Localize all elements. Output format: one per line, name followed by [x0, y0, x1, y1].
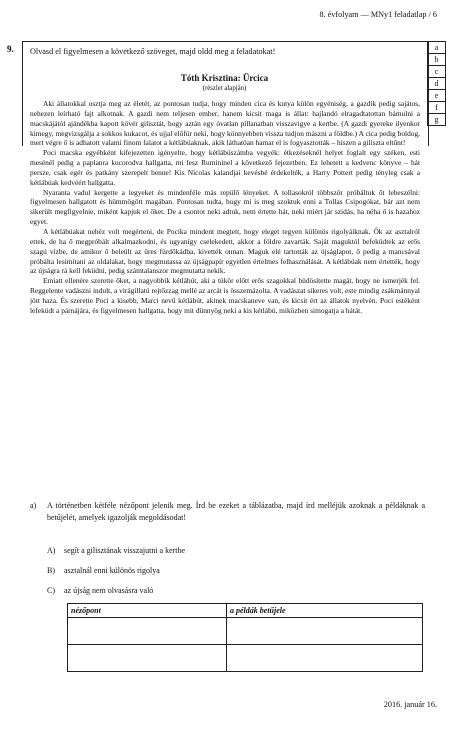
paragraph: Emiatt ellenére szerette őket, a nagyobbik kétlábút, aki a tükör előtt erős szagokkal büdösítette magát, hogy ne ismerjék fel. Reggelente vadászni indult, a virágillatú rejtőzzag mellé az arcát is összemázolta. A vadászat sikeres volt, este mindig zsákmánnyal jött haza. És szerette Poci a kisebb, Marci nevű kétlábút, akinek macskaneve van, és kicsit ért az állatok nyelvén. Poci estéként lefeküdt a párnájára, és figyelmesen hallgatta, hogy mit dünnyög neki a kis kétlábú, miközben simogatja a hátát.: [30, 276, 420, 315]
score-cell: d: [428, 78, 446, 90]
paragraph: Poci macska egyébként kifejezetten igényelte, hogy kétlábúszámba vegyék: étkezéseknél helyet foglalt egy széken, esti mesénél pedig a paplanra kucorodva hallgatta, mi lesz Rumininel a következő fejezetben. Ez lehetett a kedvenc könyve – hát persze, csak egér és patkány szerepelt benne! Kis Nicolas kalandjai kevésbé érdekelték, a Harry Pottert pedig tényleg csak a kétlábúak kedvéért hallgatta.: [30, 148, 420, 187]
score-cell: e: [428, 90, 446, 102]
option-a: [47, 546, 185, 555]
passage-subtitle: (részlet alapján): [202, 85, 247, 92]
task-a-text: A történetben kétféle nézőpont jelenik meg. Írd be ezeket a táblázatba, majd írd melléjük azoknak a példáknak a betűjelét, amelyek igazolják megoldásodat!: [47, 501, 425, 522]
option-text: asztalnál enni különös rigolya: [64, 566, 160, 575]
score-cell: c: [428, 66, 446, 78]
option-text: segít a gilisztának visszajutni a kertbe: [64, 546, 186, 555]
answer-cell-viewpoint-1[interactable]: [68, 618, 227, 645]
option-letter: B): [47, 566, 55, 575]
passage-title: Tóth Krisztina: Ürcica: [180, 73, 269, 83]
page-header: 8. évfolyam — MNy1 feladatlap / 6: [319, 10, 437, 19]
option-letter: C): [47, 586, 55, 595]
passage-body: [30, 99, 420, 316]
answer-cell-examples-2[interactable]: [227, 645, 423, 672]
page-footer-date: 2016. január 16.: [383, 700, 437, 709]
task-a: [30, 500, 425, 524]
score-cell: a: [428, 42, 446, 54]
instruction: Olvasd el figyelmesen a következő szöveget, majd oldd meg a feladatokat!: [30, 47, 276, 56]
paragraph: A kétlábúakat nehéz volt megérteni, de Pocika mindent megtett, hogy eleget tegyen különös rigolyáiknak. Ők az asztalról ettek, de ha ő megpróbált alkalmazkodni, és ugyanígy cselekedett, akkor a földre zavarták. Saját maguktól befeküdtek az erős szagú vízbe, de amikor ő beleült az üres fürdőkádba, kivették onnan. Maguk elé tartották az újságlapot, ő pedig a mancsával próbálta lesimítani az oldalakat, hogy megmutassa az újságpapír egyetlen értelmes felhasználását. A kétlábúak nem értették, hogy az újságra rá kell feküdni, pedig számtalanszor megmutatta nekik.: [30, 226, 420, 276]
paragraph: Aki állatokkal osztja meg az életét, az pontosan tudja, hogy minden cica és kutya külön egyéniség, a gazdik pedig sajátos, nehezen leírható fajt alkotnak. A gazdi nem teljesen ember, hanem kicsit maga is állat: hajlandó elragadtatottan bámulni a macskájától ajándékba kapott kövér gilisztát, hogy aztán egy óvatlan pillanatban visszavigye a kertbe. (A gazdi gyereke ilyenkor kimegy, megvizsgálja a sokkos kukacot, és ujjal előfúr neki, hogy könnyebben vissza tudjon mászni a földbe.) A cica pedig boldog, mert végre ő is adhatott valami finom falatot a kétlábúaknak, akik láthatóan hamar el is fogyasztották – hiszen a giliszta eltűnt!: [30, 99, 420, 148]
column-header-examples: a példák betűjele: [227, 604, 423, 618]
option-text: az újság nem olvasásra való: [64, 586, 154, 595]
score-table: [427, 41, 446, 126]
task-a-marker: a): [30, 501, 37, 510]
option-letter: A): [47, 546, 56, 555]
score-cell: g: [428, 114, 446, 126]
paragraph: Nyaranta vadul kergette a legyeket és mindenféle más repülő lényeket. A tollasokról többször próbáltuk őt lebeszélni: figyelmesen hallgatott és hümmögött magában. Pontosan tudta, hogy mi is meg szoktuk enni a Tollas Csipogókat, bár azt nem sikerült megfigyelnie, miként kapjuk el őket. De a csontot neki adtuk, nem értette hát, neki miért jár szidás, ha néha ő is hazahoz egyet.: [30, 187, 420, 227]
score-cell: b: [428, 54, 446, 66]
score-cell: f: [428, 102, 446, 114]
answer-cell-examples-1[interactable]: [227, 618, 423, 645]
answer-cell-viewpoint-2[interactable]: [68, 645, 227, 672]
option-c: [47, 586, 153, 595]
question-number: 9.: [7, 44, 14, 54]
answer-table: [67, 603, 423, 672]
option-b: [47, 566, 160, 575]
column-header-viewpoint: nézőpont: [68, 604, 227, 618]
